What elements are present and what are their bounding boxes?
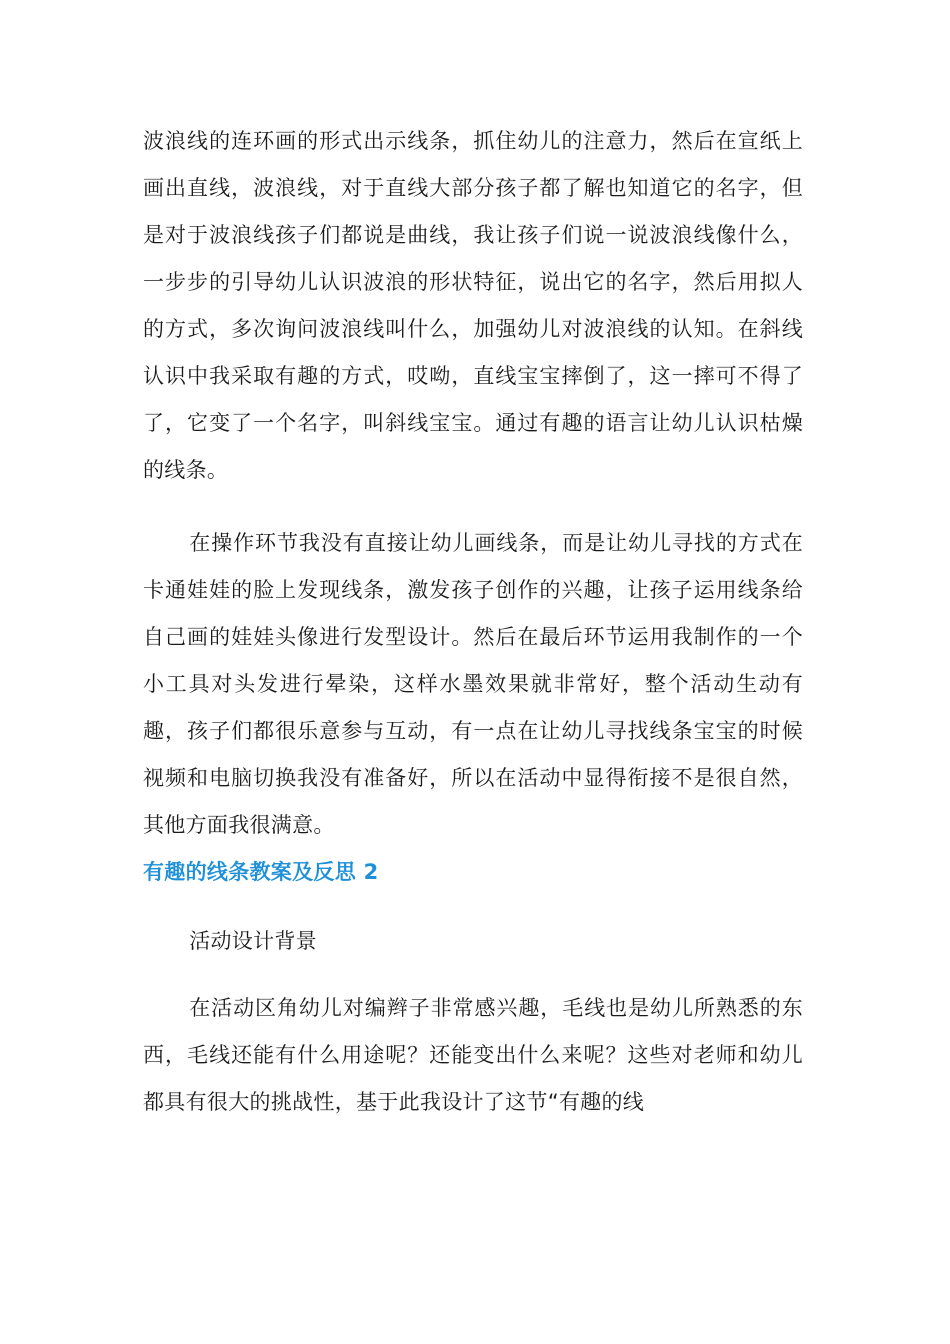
paragraph-activity-background: 在活动区角幼儿对编辫子非常感兴趣，毛线也是幼儿所熟悉的东西，毛线还能有什么用途呢？还能变出什么来呢？这些对老师和幼儿都具有很大的挑战性，基于此我设计了这节“有趣的线 (143, 996, 803, 1114)
subheading-activity-background: 活动设计背景 (189, 929, 317, 953)
section-heading: 有趣的线条教案及反思 2 (143, 860, 379, 884)
paragraph-operation-reflection: 在操作环节我没有直接让幼儿画线条，而是让幼儿寻找的方式在卡通娃娃的脸上发现线条，激发孩子创作的兴趣，让孩子运用线条给自己画的娃娃头像进行发型设计。然后在最后环节运用我制作的一个小工具对头发进行晕染，这样水墨效果就非常好，整个活动生动有趣，孩子们都很乐意参与互动，有一点在让幼儿寻找线条宝宝的时候视频和电脑切换我没有准备好，所以在活动中显得衔接不是很自然，其他方面我很满意。 (143, 531, 803, 837)
document-body (143, 118, 803, 1126)
paragraph-wavy-line-intro: 波浪线的连环画的形式出示线条，抓住幼儿的注意力，然后在宣纸上画出直线，波浪线，对于直线大部分孩子都了解也知道它的名字，但是对于波浪线孩子们都说是曲线，我让孩子们说一说波浪线像什么，一步步的引导幼儿认识波浪的形状特征，说出它的名字，然后用拟人的方式，多次询问波浪线叫什么，加强幼儿对波浪线的认知。在斜线认识中我采取有趣的方式，哎呦，直线宝宝摔倒了，这一摔可不得了了，它变了一个名字，叫斜线宝宝。通过有趣的语言让幼儿认识枯燥的线条。 (143, 129, 803, 482)
